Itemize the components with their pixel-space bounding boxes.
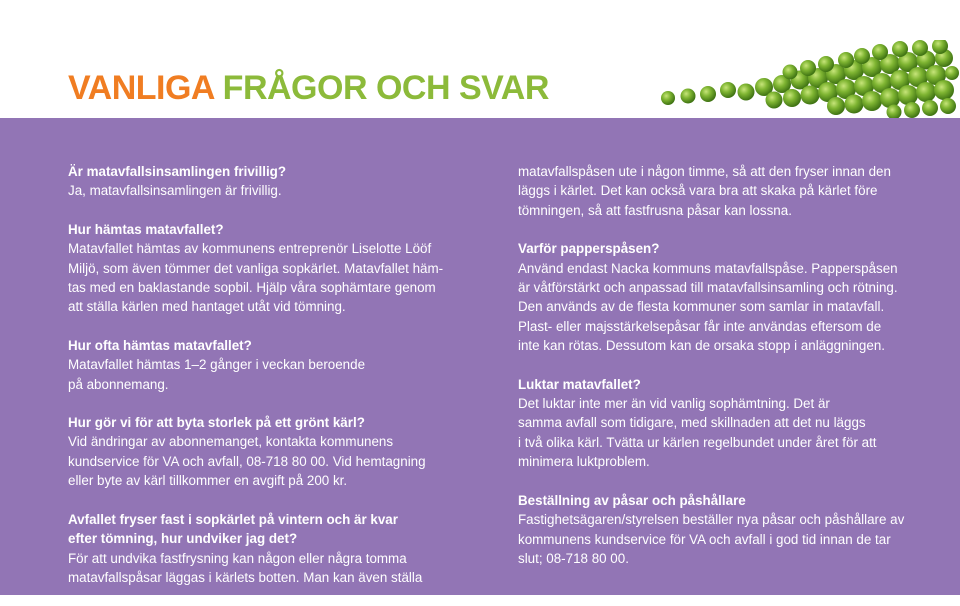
pea <box>818 56 834 72</box>
left-column <box>68 162 463 606</box>
question: Luktar matavfallet? <box>518 376 641 392</box>
answer: Ja, matavfallsinsamlingen är frivillig. <box>68 183 282 199</box>
pea <box>880 88 900 108</box>
pea <box>681 89 696 104</box>
pea <box>838 52 854 68</box>
question: Avfallet fryser fast i sopkärlet på vintern och är kvar efter tömning, hur undviker jag det? <box>68 511 398 547</box>
answer: Använd endast Nacka kommuns matavfallspåse. Papperspåsen är våtförstärkt och anpassad till matavfallsinsamling och rötning. Den används av de flesta kommuner som samlar in matavfall. Plast- eller majsstärkelsepåsar får inte användas eftersom de inte kan rötas. Dessutom kan de orsaka stopp i anläggningen. <box>518 260 898 354</box>
qa-item <box>68 413 463 491</box>
qa-item <box>68 220 463 317</box>
answer: matavfallspåsen ute i någon timme, så att den fryser innan den läggs i kärlet. Det kan också vara bra att skaka på kärlet före tömningen, så att fastfrusna påsar kan lossna. <box>518 164 891 218</box>
pea <box>892 41 908 57</box>
pea <box>766 92 783 109</box>
answer: Matavfallet hämtas av kommunens entreprenör Liselotte Lööf Miljö, som även tömmer det vanliga sopkärlet. Matavfallet häm- tas med en baklastande sopbil. Hjälp våra sophämtare genom att ställa kärlen med hantaget utåt vid tömning. <box>68 241 444 315</box>
pea <box>661 91 675 105</box>
pea <box>854 48 870 64</box>
answer: För att undvika fastfrysning kan någon eller några tomma matavfallspåsar läggas i kärlets botten. Man kan även ställa <box>68 550 423 585</box>
pea <box>827 97 845 115</box>
pea <box>945 66 959 80</box>
qa-item <box>518 375 918 472</box>
pea <box>916 82 936 102</box>
page-title <box>68 68 549 108</box>
answer: Fastighetsägaren/styrelsen beställer nya påsar och påshållare av kommunens kundservice för VA och avfall i god tid innan de tar slut; 08-718 80 00. <box>518 512 905 566</box>
qa-item <box>68 162 463 201</box>
pea <box>904 102 920 118</box>
qa-item <box>68 336 463 394</box>
question: Hur hämtas matavfallet? <box>68 221 224 237</box>
answer: Det luktar inte mer än vid vanlig sophämtning. Det är samma avfall som tidigare, med skillnaden att det nu läggs i två olika kärl. Tvätta ur kärlen regelbundet under året för att minimera luktproblem. <box>518 396 877 470</box>
qa-item <box>68 510 463 588</box>
green-peas-image <box>650 40 960 118</box>
qa-item <box>518 491 918 569</box>
pea <box>898 85 918 105</box>
qa-item-continued <box>518 162 918 220</box>
question: Är matavfallsinsamlingen frivillig? <box>68 164 287 179</box>
answer: Vid ändringar av abonnemanget, kontakta kommunens kundservice för VA och avfall, 08-718 80 00. Vid hemtagning eller byte av kärl tillkommer en avgift på 200 kr. <box>68 434 426 489</box>
pea <box>783 65 798 80</box>
header <box>0 0 960 118</box>
question: Beställning av påsar och påshållare <box>518 492 746 508</box>
pea <box>872 44 888 60</box>
right-column <box>518 162 918 587</box>
pea <box>940 98 956 114</box>
qa-item <box>518 239 918 355</box>
pea <box>934 80 954 100</box>
pea <box>720 82 736 98</box>
title-word-vanliga: VANLIGA <box>68 69 214 107</box>
pea <box>738 84 755 101</box>
pea <box>783 89 801 107</box>
pea <box>801 86 820 105</box>
pea <box>862 91 882 111</box>
question: Varför papperspåsen? <box>518 241 660 257</box>
pea <box>700 86 716 102</box>
pea <box>800 60 816 76</box>
pea <box>922 100 938 116</box>
question: Hur gör vi för att byta storlek på ett grönt kärl? <box>68 415 365 431</box>
pea <box>912 40 928 56</box>
title-words-fragor-och-svar: FRÅGOR OCH SVAR <box>222 69 549 107</box>
question: Hur ofta hämtas matavfallet? <box>68 337 252 353</box>
answer: Matavfallet hämtas 1–2 gånger i veckan beroende på abonnemang. <box>68 357 366 392</box>
pea <box>845 95 864 114</box>
